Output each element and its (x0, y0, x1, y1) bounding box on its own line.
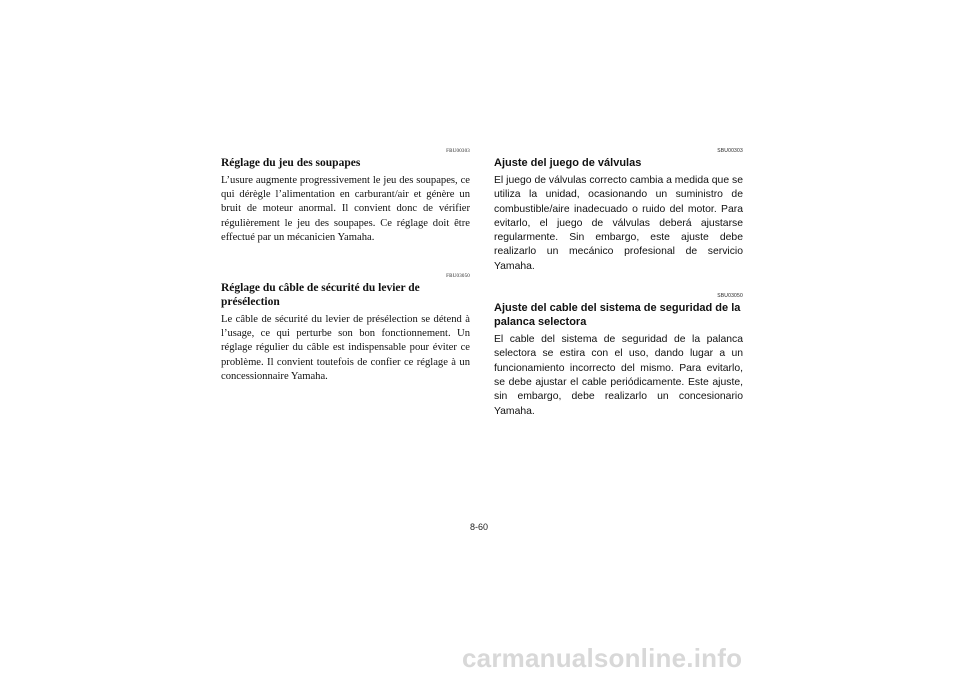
spanish-column (494, 148, 743, 419)
es-section-code: SBU03050 (717, 293, 743, 300)
fr-section-code: FBU03050 (446, 274, 470, 280)
fr-section-safety-cable (221, 273, 470, 384)
es-section-body: El cable del sistema de seguridad de la palanca selectora se estira con el uso, dando lugar a un funcionamiento incorrecto del mismo. Para evitarlo, se debe ajustar el cable periódicamente. Este ajuste, sin embargo, debe realizarlo un concesionario Yamaha. (494, 334, 743, 417)
page-number: 8-60 (470, 522, 489, 532)
fr-section-body: Le câble de sécurité du levier de présélection se détend à l’usage, ce qui perturbe son bon fonctionnement. Un réglage régulier du câble est indispensable pour éviter ce problème. Il convient toutefois de confier ce réglage à un concessionnaire Yamaha. (221, 314, 470, 382)
es-section-code: SBU00303 (717, 148, 743, 154)
fr-section-title: Réglage du câble de sécurité du levier de présélection (221, 282, 420, 309)
es-section-body: El juego de válvulas correcto cambia a medida que se utiliza la unidad, ocasionando un suministro de combustible/aire inadecuado o ruido del motor. Para evitarlo, el juego de válvulas deberá ajustarse regularmente. Sin embargo, este ajuste debe realizarlo un mecánico profesional de servicio Yamaha. (494, 175, 743, 272)
french-column (221, 148, 470, 384)
watermark-text: carmanualsonline.info (462, 643, 743, 673)
fr-section-code: FBU00303 (446, 149, 470, 154)
es-section-title: Ajuste del cable del sistema de seguridad de la palanca selectora (494, 302, 741, 329)
fr-section-title: Réglage du jeu des soupapes (221, 157, 361, 169)
es-section-safety-cable (494, 293, 743, 419)
fr-section-body: L’usure augmente progressivement le jeu des soupapes, ce qui dérègle l’alimentation en carburant/air et génère un bruit de moteur anormal. Il convient donc de vérifier régulièrement le jeu des soupapes. Ce réglage doit être effectué par un mécanicien Yamaha. (221, 175, 470, 243)
fr-section-valve-clearance (221, 148, 470, 245)
es-section-title: Ajuste del juego de válvulas (494, 157, 642, 169)
es-section-valve-clearance (494, 148, 743, 274)
